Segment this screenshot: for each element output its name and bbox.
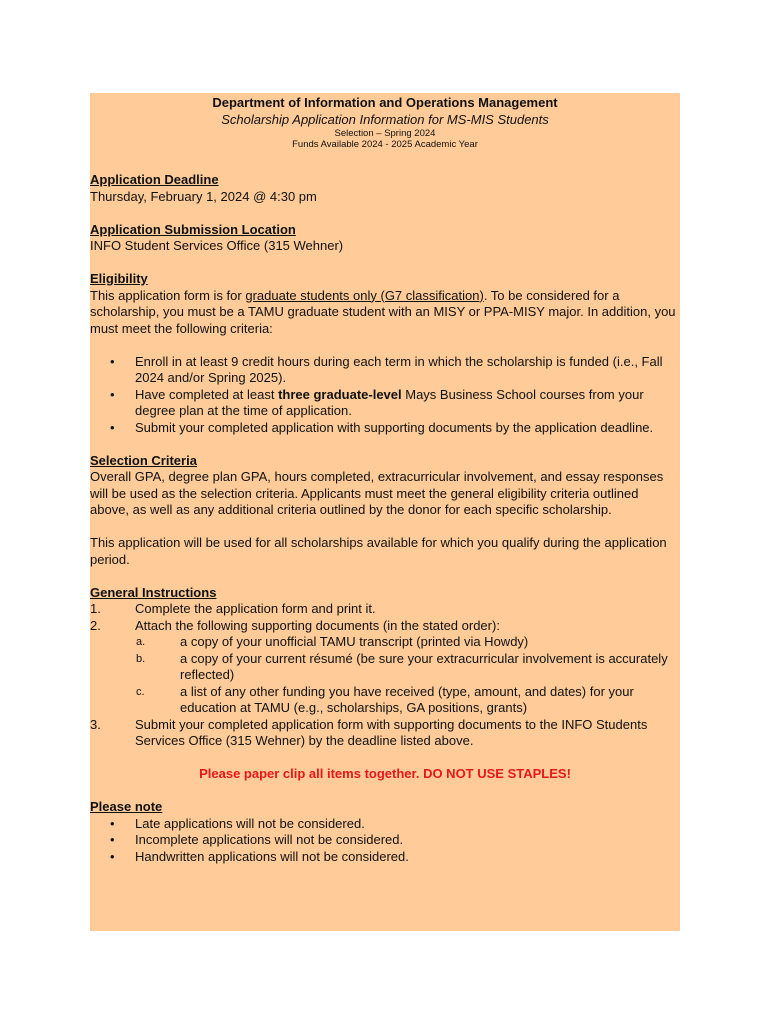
instruction-substep <box>90 651 680 684</box>
list-item <box>90 832 680 849</box>
step-text: Complete the application form and print it. <box>135 601 376 616</box>
selection-note: This application will be used for all scholarships available for which you qualify during the application period. <box>90 535 667 567</box>
note-text: Handwritten applications will not be considered. <box>135 848 409 864</box>
instruction-step <box>90 717 680 750</box>
staples-warning: Please paper clip all items together. DO NOT USE STAPLES! <box>199 766 571 781</box>
eligibility-intro <box>90 288 680 338</box>
step-text: Attach the following supporting documents (in the stated order): <box>135 617 500 633</box>
location-heading: Application Submission Location <box>90 221 296 237</box>
deadline-heading: Application Deadline <box>90 172 219 187</box>
bullet-icon: • <box>110 848 115 864</box>
selection-criteria-heading: Selection Criteria <box>90 452 197 468</box>
bullet-icon: • <box>110 832 115 847</box>
department-title: Department of Information and Operations Management <box>212 95 558 110</box>
criteria-text: Submit your completed application with supporting documents by the application deadline. <box>135 419 654 435</box>
instructions-heading: General Instructions <box>90 584 217 600</box>
please-note-list <box>90 816 680 866</box>
funds-year: Funds Available 2024 - 2025 Academic Year <box>292 139 478 150</box>
eligibility-intro-post: . To be considered for a scholarship, you must be a TAMU graduate student with an MISY or PPA-MISY major. In addition, you must meet the following criteria: <box>90 287 676 336</box>
criteria-text-post: Mays Business School courses from your degree plan at the time of application. <box>135 386 644 418</box>
step-text: Submit your completed application form with supporting documents to the INFO Students Services Office (315 Wehner) by the deadline listed above. <box>135 716 648 748</box>
list-item <box>90 849 680 866</box>
note-text: Incomplete applications will not be considered. <box>135 832 404 847</box>
bullet-icon: • <box>110 353 115 369</box>
list-item <box>90 354 680 387</box>
step-number: 2. <box>90 617 101 633</box>
criteria-text-bold: three graduate-level <box>278 386 402 402</box>
please-note-heading: Please note <box>90 799 163 814</box>
instruction-step <box>90 601 680 618</box>
list-item <box>90 420 680 437</box>
list-item <box>90 387 680 420</box>
substep-text: a list of any other funding you have received (type, amount, and dates) for your education at TAMU (e.g., scholarships, GA positions, grants) <box>180 683 634 715</box>
instruction-substep <box>90 684 680 717</box>
deadline-text: Thursday, February 1, 2024 @ 4:30 pm <box>90 188 317 204</box>
substep-text: a copy of your current résumé (be sure your extracurricular involvement is accurately reflected) <box>180 650 668 682</box>
list-item <box>90 816 680 833</box>
document-page <box>90 93 680 931</box>
selection-criteria-text: Overall GPA, degree plan GPA, hours completed, extracurricular involvement, and essay responses will be used as the selection criteria. Applicants must meet the general eligibility criteria outlined above, as well as any additional criteria outlined by the donor for each specific scholarship. <box>90 469 664 517</box>
location-text: INFO Student Services Office (315 Wehner) <box>90 238 344 253</box>
step-number: 3. <box>90 716 101 732</box>
substep-letter: a. <box>136 636 146 648</box>
criteria-text: Enroll in at least 9 credit hours during each term in which the scholarship is funded (i.e., Fall 2024 and/or Spring 2025). <box>135 353 663 385</box>
bullet-icon: • <box>110 419 115 435</box>
selection-term: Selection – Spring 2024 <box>334 128 436 139</box>
note-text: Late applications will not be considered. <box>135 815 365 831</box>
eligibility-heading: Eligibility <box>90 271 148 286</box>
eligibility-criteria-list <box>90 354 680 437</box>
document-subtitle: Scholarship Application Information for MS-MIS Students <box>221 112 549 127</box>
substep-letter: b. <box>136 652 146 665</box>
bullet-icon: • <box>110 815 115 831</box>
substep-letter: c. <box>136 685 145 698</box>
step-number: 1. <box>90 601 101 616</box>
substep-text: a copy of your unofficial TAMU transcript (printed via Howdy) <box>180 634 529 649</box>
eligibility-intro-underlined: graduate students only (G7 classification) <box>245 287 484 303</box>
eligibility-intro-pre: This application form is for <box>90 287 246 303</box>
criteria-text-pre: Have completed at least <box>135 386 279 402</box>
bullet-icon: • <box>110 386 115 402</box>
instruction-substep <box>90 634 680 651</box>
instruction-step <box>90 618 680 635</box>
